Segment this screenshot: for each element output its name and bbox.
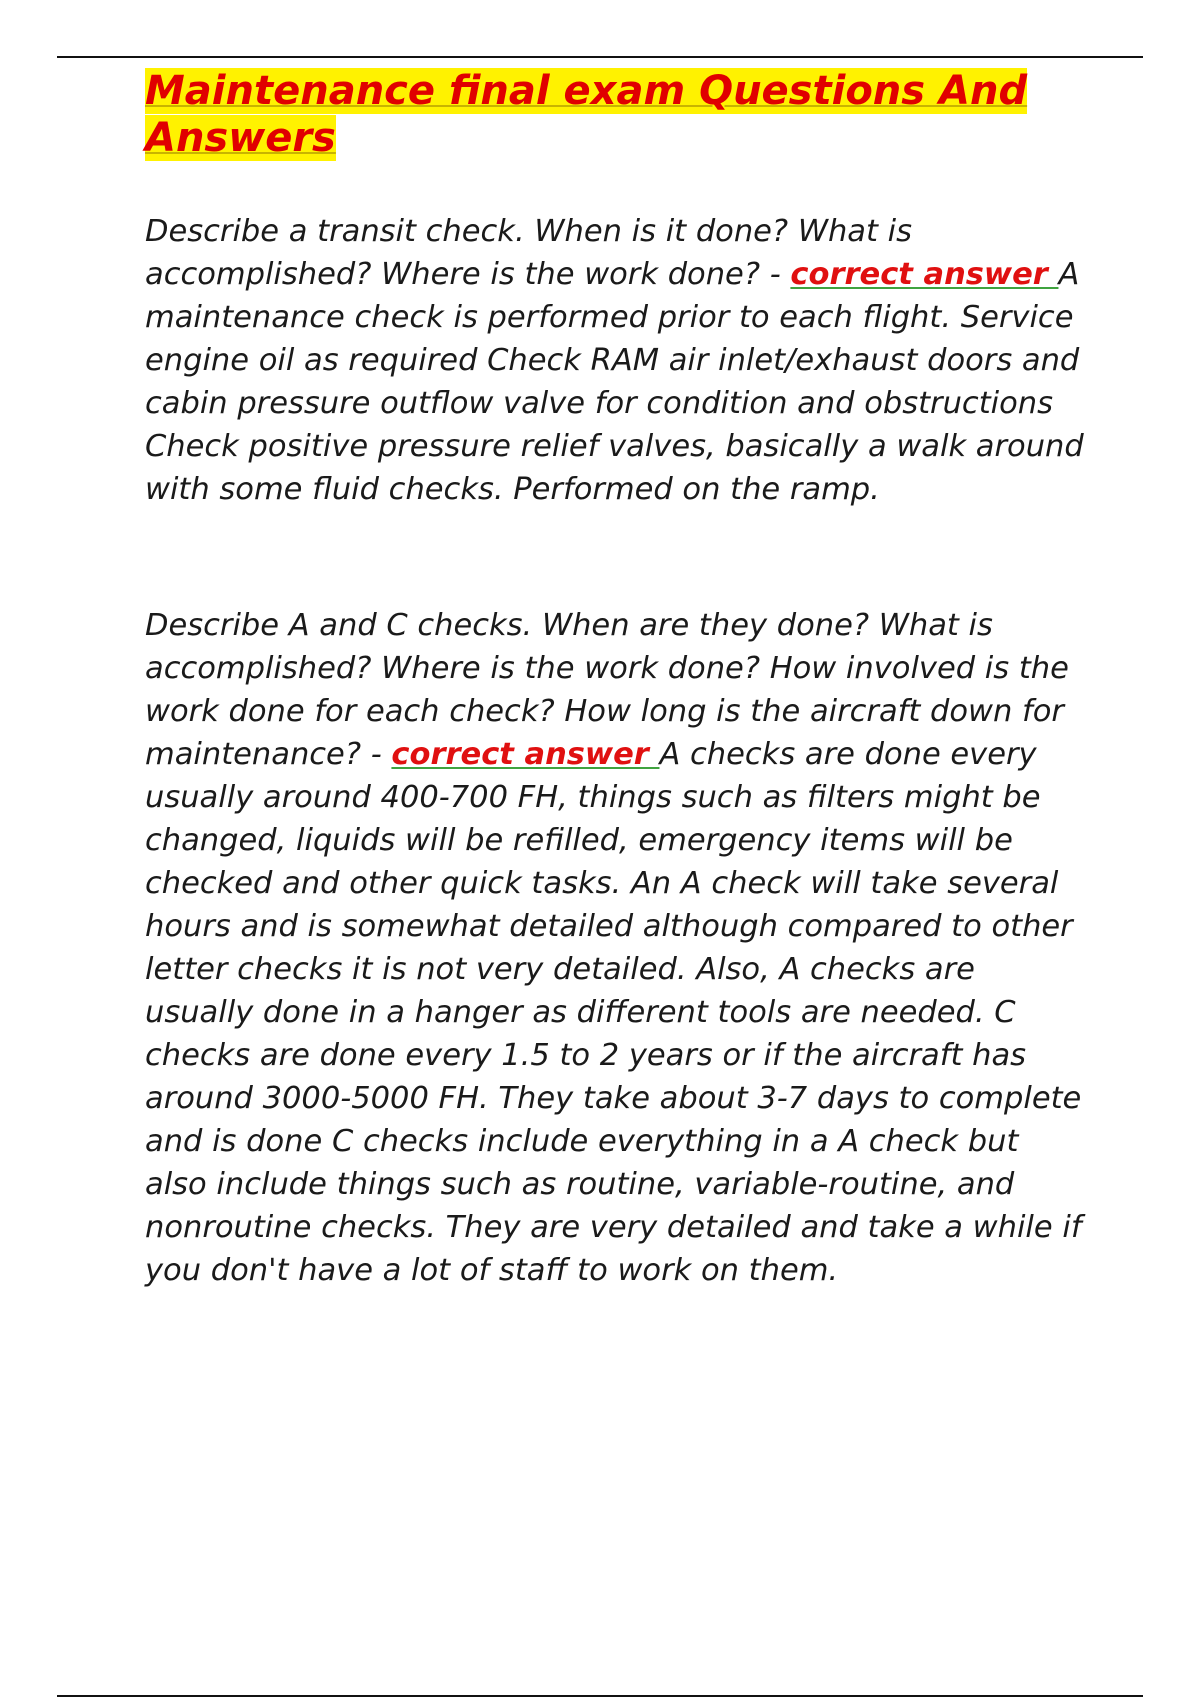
document-title	[145, 68, 1085, 162]
question-text: Describe a transit check. When is it done? What is accomplished? Where is the work done? -	[145, 214, 913, 292]
bottom-rule	[57, 1695, 1143, 1697]
question-text: Describe A and C checks. When are they done? What is accomplished? Where is the work done? How involved is the work done for each check? How long is the aircraft down for maintenance? -	[145, 608, 1069, 772]
top-rule	[57, 56, 1143, 58]
qa-item	[145, 210, 1085, 511]
answer-label: correct answer	[391, 737, 660, 772]
document-content	[145, 68, 1085, 1292]
answer-label: correct answer	[790, 257, 1059, 292]
document-title-text: Maintenance final exam Questions And Answers	[145, 68, 1028, 161]
answer-text: A checks are done every usually around 400-700 FH, things such as filters might be changed, liquids will be refilled, emergency items will be checked and other quick tasks. An A check will take several hours and is somewhat detailed although compared to other letter checks it is not very detailed. Also, A checks are usually done in a hanger as different tools are needed. C checks are done every 1.5 to 2 years or if the aircraft has around 3000-5000 FH. They take about 3-7 days to complete and is done C checks include everything in a A check but also include things such as routine, variable-routine, and nonroutine checks. They are very detailed and take a while if you don't have a lot of staff to work on them.	[145, 737, 1082, 1288]
answer-text: A maintenance check is performed prior to each flight. Service engine oil as required Check RAM air inlet/exhaust doors and cabin pressure outflow valve for condition and obstructions Check positive pressure relief valves, basically a walk around with some fluid checks. Performed on the ramp.	[145, 257, 1084, 507]
qa-item	[145, 604, 1085, 1292]
